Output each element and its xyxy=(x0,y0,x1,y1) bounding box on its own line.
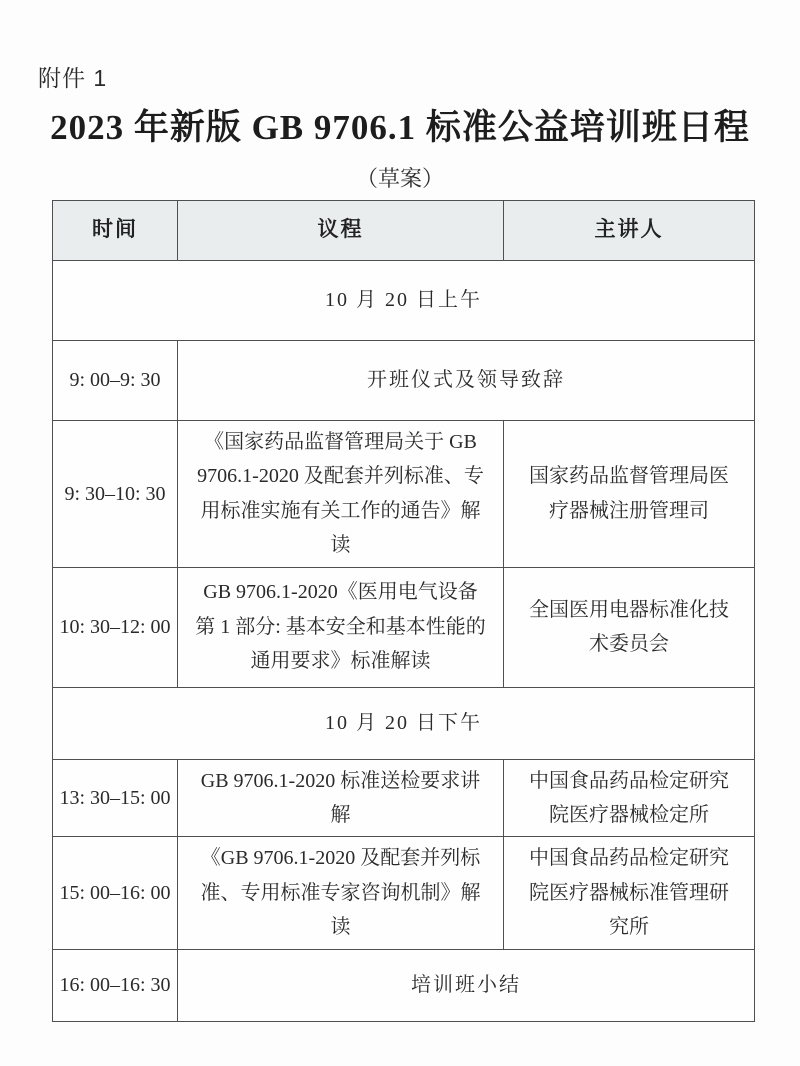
speaker-cell: 国家药品监督管理局医疗器械注册管理司 xyxy=(504,421,755,568)
merged-content-cell: 培训班小结 xyxy=(178,949,755,1021)
attachment-label: 附件 1 xyxy=(38,65,108,91)
merged-content-cell: 开班仪式及领导致辞 xyxy=(178,341,755,421)
speaker-cell: 全国医用电器标准化技术委员会 xyxy=(504,567,755,687)
speaker-cell: 中国食品药品检定研究院医疗器械检定所 xyxy=(504,759,755,837)
page-subtitle: （草案） xyxy=(355,166,444,191)
session-banner-morning: 10 月 20 日上午 xyxy=(53,261,755,341)
agenda-cell: GB 9706.1-2020 标准送检要求讲解 xyxy=(178,759,504,837)
table-header-row xyxy=(53,201,755,261)
agenda-cell: 《GB 9706.1-2020 及配套并列标准、专用标准专家咨询机制》解读 xyxy=(178,837,504,949)
time-cell: 9: 30–10: 30 xyxy=(53,421,178,568)
table-row-standard-interpretation xyxy=(53,567,755,687)
table-row-expert-consultation xyxy=(53,837,755,949)
agenda-cell: 《国家药品监督管理局关于 GB 9706.1-2020 及配套并列标准、专用标准实施有关工作的通告》解读 xyxy=(178,421,504,568)
schedule-table xyxy=(52,200,755,1022)
agenda-cell: GB 9706.1-2020《医用电气设备 第 1 部分: 基本安全和基本性能的通用要求》标准解读 xyxy=(178,567,504,687)
session-banner-row-morning xyxy=(53,261,755,341)
speaker-cell: 中国食品药品检定研究院医疗器械标准管理研究所 xyxy=(504,837,755,949)
time-cell: 16: 00–16: 30 xyxy=(53,949,178,1021)
table-row-inspection-requirements xyxy=(53,759,755,837)
session-banner-row-afternoon xyxy=(53,687,755,759)
time-cell: 10: 30–12: 00 xyxy=(53,567,178,687)
session-banner-afternoon: 10 月 20 日下午 xyxy=(53,687,755,759)
table-row-nmpa-notice xyxy=(53,421,755,568)
page-title: 2023 年新版 GB 9706.1 标准公益培训班日程 xyxy=(50,108,750,147)
table-row-summary xyxy=(53,949,755,1021)
header-cell-speaker: 主讲人 xyxy=(504,201,755,261)
time-cell: 9: 00–9: 30 xyxy=(53,341,178,421)
header-cell-time: 时间 xyxy=(53,201,178,261)
time-cell: 15: 00–16: 00 xyxy=(53,837,178,949)
time-cell: 13: 30–15: 00 xyxy=(53,759,178,837)
header-cell-agenda: 议程 xyxy=(178,201,504,261)
table-row-opening xyxy=(53,341,755,421)
